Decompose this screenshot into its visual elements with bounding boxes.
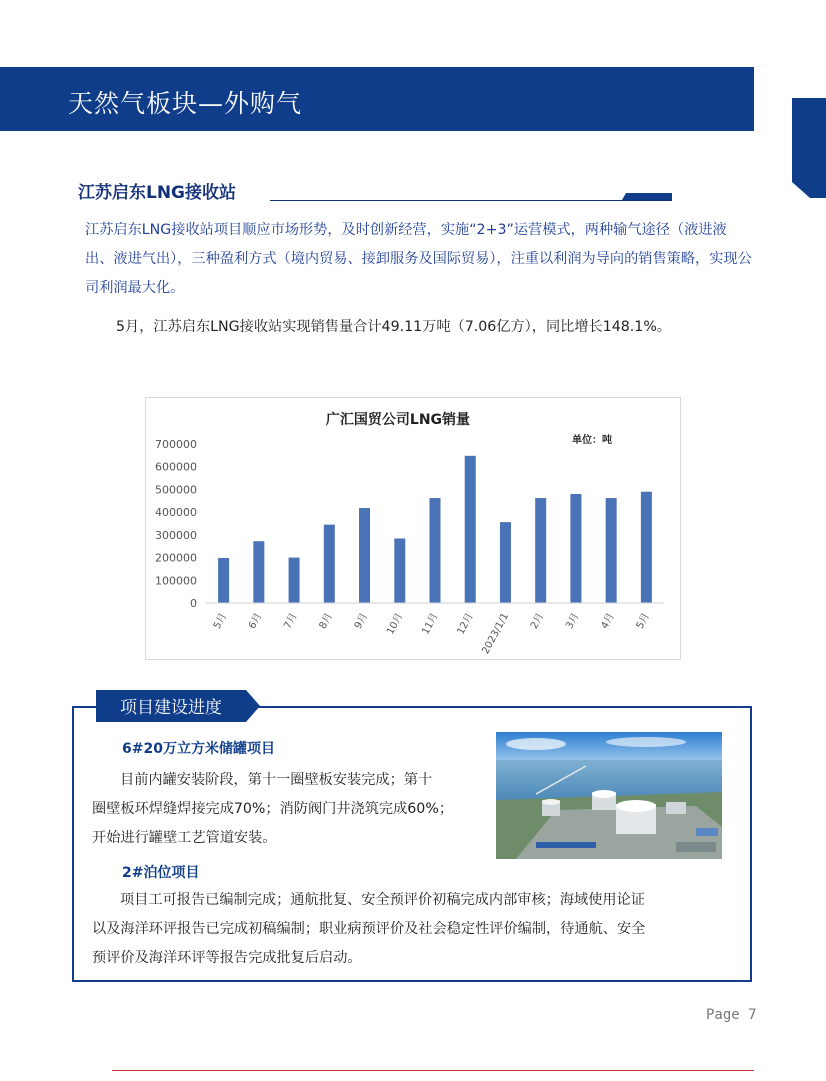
y-tick-label: 700000 — [155, 438, 197, 451]
project-1-line-1: 目前内罐安装阶段，第十一圈壁板安装完成；第十 — [120, 772, 433, 788]
page-title: 天然气板块—外购气 — [68, 89, 303, 118]
side-tab-decoration — [792, 98, 826, 198]
chart-title: 广汇国贸公司LNG销量 — [325, 412, 471, 428]
x-tick-label: 2023/1/1 — [480, 611, 512, 657]
x-tick-label: 12月 — [455, 611, 476, 637]
bar-series — [218, 456, 652, 603]
x-tick-label: 10月 — [385, 611, 406, 637]
summary-paragraph: 5月，江苏启东LNG接收站实现销售量合计49.11万吨（7.06亿方），同比增长148.1%。 — [116, 319, 671, 335]
sales-chart-svg — [146, 398, 682, 661]
project-title-2: 2#泊位项目 — [122, 865, 200, 881]
y-tick-label: 200000 — [155, 551, 197, 565]
bar — [500, 522, 511, 603]
bar — [430, 498, 441, 603]
page-number: Page 7 — [706, 1007, 757, 1023]
project-2-line-1: 项目工可报告已编制完成；通航批复、安全预评价初稿完成内部审核；海域使用论证 — [120, 892, 645, 908]
intro-paragraph: 江苏启东LNG接收站项目顺应市场形势，及时创新经营，实施“2+3”运营模式，两种输气途径（液进液出、液进气出），三种盈利方式（境内贸易、接卸服务及国际贸易），注重以利润为导向的销售策略，实现公司利润最大化。 — [85, 222, 752, 296]
x-tick-label: 6月 — [247, 611, 265, 631]
bar — [394, 538, 405, 603]
sales-chart — [145, 397, 681, 660]
x-tick-label: 5月 — [634, 611, 653, 631]
x-tick-label: 7月 — [282, 611, 300, 631]
x-tick-label: 3月 — [564, 611, 582, 631]
bar — [289, 558, 300, 603]
project-body-2 — [92, 886, 742, 973]
x-axis — [206, 603, 664, 656]
y-axis — [155, 438, 197, 610]
y-tick-label: 400000 — [155, 506, 197, 520]
project-2-line-2: 以及海洋环评报告已完成初稿编制；职业病预评价及社会稳定性评价编制，待通航、安全 — [92, 921, 646, 937]
x-tick-label: 2月 — [528, 611, 547, 631]
bottom-rule — [112, 1070, 754, 1071]
y-tick-label: 300000 — [155, 528, 197, 542]
bar — [535, 498, 546, 603]
bar — [253, 541, 264, 603]
x-tick-label: 4月 — [599, 611, 617, 631]
y-tick-label: 100000 — [155, 574, 197, 588]
section-divider — [270, 200, 672, 201]
bar — [324, 525, 335, 603]
lng-terminal-photo — [496, 732, 722, 859]
project-1-line-3: 开始进行罐壁工艺管道安装。 — [92, 830, 277, 846]
y-tick-label: 600000 — [155, 460, 197, 474]
y-tick-label: 500000 — [155, 483, 197, 497]
bar — [359, 508, 370, 603]
project-tag-label: 项目建设进度 — [120, 698, 222, 718]
chart-unit-label: 单位：吨 — [572, 435, 612, 446]
project-1-line-2: 圈壁板环焊缝焊接完成70%；消防阀门井浇筑完成60%； — [92, 801, 454, 817]
project-title-1: 6#20万立方米储罐项目 — [122, 741, 275, 757]
project-body-1 — [92, 766, 482, 853]
section-title: 江苏启东LNG接收站 — [78, 183, 237, 203]
project-2-line-3: 预评价及海洋环评等报告完成批复后启动。 — [92, 950, 362, 966]
bar — [570, 494, 581, 603]
x-tick-label: 5月 — [211, 611, 230, 631]
section-divider-accent — [622, 193, 672, 200]
bar — [641, 492, 652, 603]
y-tick-label: 0 — [190, 597, 197, 610]
bar — [465, 456, 476, 603]
bar — [606, 498, 617, 603]
x-tick-label: 11月 — [420, 611, 441, 637]
x-tick-label: 8月 — [317, 611, 335, 631]
bar — [218, 558, 229, 603]
x-tick-label: 9月 — [352, 611, 371, 631]
